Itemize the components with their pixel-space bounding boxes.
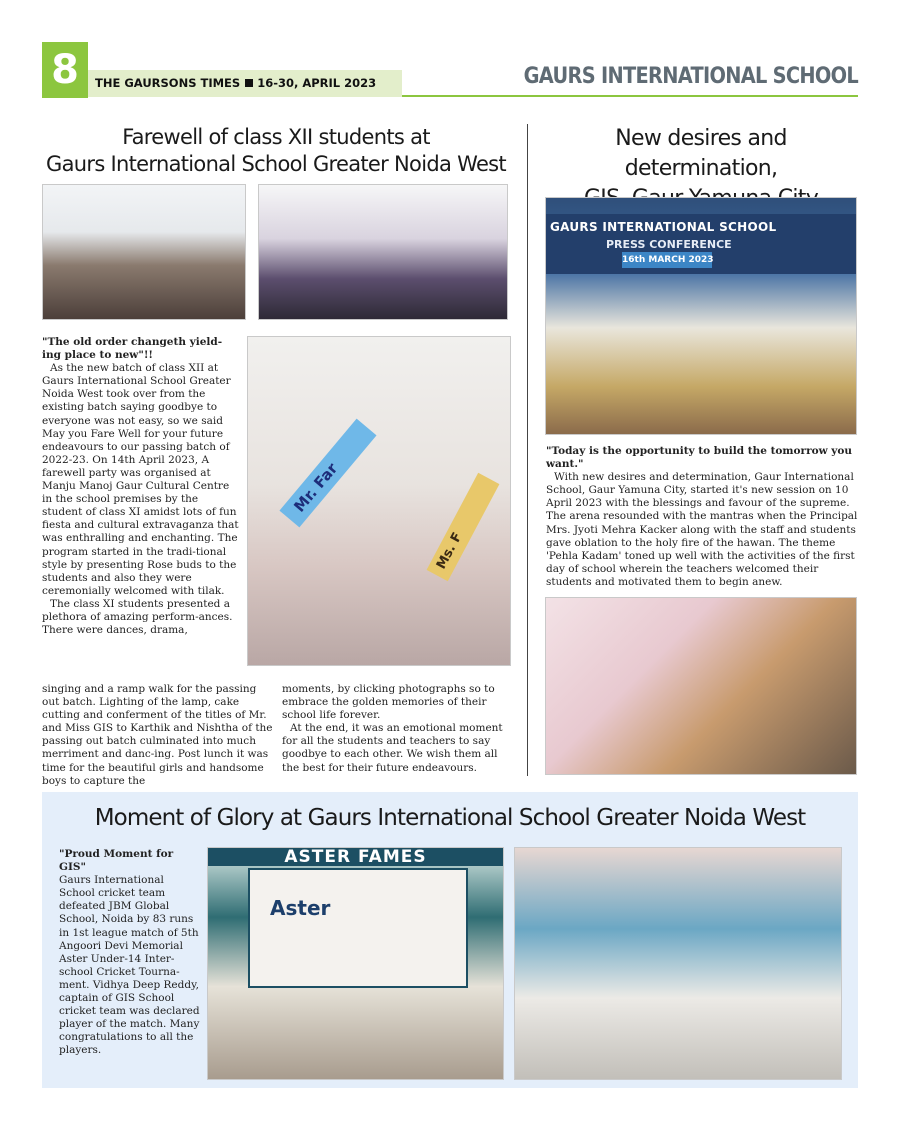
school-name: GAURS INTERNATIONAL SCHOOL bbox=[523, 64, 858, 89]
gis-yamuna-paragraph: With new desires and determination, Gaur International School, Gaur Yamuna City, started it's new session on 10 April 2023 with the blessings and favour of the supreme. The arena resounded with the mantras when the Principal Mrs. Jyoti Mehra Kacker along with the staff and students gave oblation to the holy fire of the hawan. The theme 'Pehla Kadam' toned up well with the activities of the first day of school wherein the teachers welcomed their students and motivated them to begin anew. bbox=[546, 471, 858, 588]
gis-yamuna-lead: "Today is the opportunity to build the tomorrow you want." bbox=[546, 445, 853, 471]
farewell-headline-line2: Gaurs International School Greater Noida West bbox=[46, 152, 506, 176]
farewell-headline-line1: Farewell of class XII students at bbox=[122, 125, 430, 149]
gis-yamuna-body bbox=[546, 445, 858, 589]
masthead-bar bbox=[88, 70, 402, 97]
farewell-paragraph: As the new batch of class XII at Gaurs International School Greater Noida West took over from the existing batch saying goodbye to everyone was not easy, so we said May you Fare Well for your future endeavours to our passing batch of 2022-23. On 14th April 2023, A farewell party was organised at Manju Manoj Gaur Cultural Centre in the school premises by the student of class XI amidst lots of fun fiesta and cultural extravaganza that was enthralling and enchanting. The program started in the tradi-tional style by presenting Rose buds to the students and also they were ceremonially welcomed with tilak. bbox=[42, 362, 239, 597]
page-number: 8 bbox=[42, 42, 88, 98]
press-banner-date: 16th MARCH 2023 bbox=[622, 252, 712, 268]
paper-name: THE GAURSONS TIMES bbox=[95, 76, 241, 90]
havan-ceremony-photo bbox=[545, 597, 857, 775]
column-divider bbox=[527, 124, 528, 776]
farewell-paragraph: At the end, it was an emotional moment for all the students and teachers to say goodbye to each other. We wish them all the best for their future endeavours. bbox=[282, 722, 503, 774]
farewell-lead: "The old order changeth yield-ing place to new"!! bbox=[42, 336, 223, 362]
farewell-body-col2 bbox=[282, 683, 514, 775]
farewell-paragraph: singing and a ramp walk for the passing out batch. Lighting of the lamp, cake cutting and conferment of the titles of Mr. and Miss GIS to Karthik and Nishtha of the passing out batch culminated into much merriment and danc-ing. Post lunch it was time for the beautiful girls and handsome boys to capture the bbox=[42, 683, 273, 787]
glory-lead: "Proud Moment for GIS" bbox=[59, 848, 174, 874]
farewell-cake-cutting-photo bbox=[42, 184, 246, 320]
farewell-ramp-walk-photo bbox=[258, 184, 508, 320]
farewell-paragraph: The class XI students presented a plethora of amazing perform-ances. There were dances, drama, bbox=[42, 597, 233, 637]
aster-board bbox=[248, 868, 468, 988]
farewell-body-col1-continued bbox=[42, 683, 274, 788]
issue-date: 16-30, APRIL 2023 bbox=[257, 76, 377, 90]
aster-fames-banner: ASTER FAMES bbox=[208, 848, 503, 866]
square-bullet-icon bbox=[245, 79, 253, 87]
press-conference-photo bbox=[545, 197, 857, 435]
farewell-headline bbox=[42, 124, 510, 178]
cricket-team-photo bbox=[514, 847, 842, 1080]
cricket-award-photo bbox=[207, 847, 504, 1080]
farewell-body-col1 bbox=[42, 336, 240, 637]
gis-yamuna-headline-line1: New desires and determination, bbox=[615, 126, 787, 181]
glory-paragraph: Gaurs International School cricket team defeated JBM Global School, Noida by 83 runs in 1st league match of 5th Angoori Devi Memorial Aster Under-14 Inter-school Cricket Tourna-ment. Vidhya Deep Reddy, captain of GIS School cricket team was declared player of the match. Many congratulations to all the players. bbox=[59, 874, 200, 1057]
aster-logo: Aster bbox=[270, 896, 331, 920]
glory-body bbox=[59, 848, 201, 1058]
miss-sash-label: Ms. F bbox=[427, 473, 500, 581]
farewell-paragraph: moments, by clicking photographs so to embrace the golden memories of their school life forever. bbox=[282, 683, 495, 722]
press-banner-title: GAURS INTERNATIONAL SCHOOL bbox=[550, 220, 777, 234]
press-banner-subtitle: PRESS CONFERENCE bbox=[606, 238, 732, 251]
mr-sash-label: Mr. Far bbox=[279, 419, 376, 528]
glory-headline: Moment of Glory at Gaurs International School Greater Noida West bbox=[94, 805, 806, 831]
header-rule bbox=[402, 95, 858, 97]
